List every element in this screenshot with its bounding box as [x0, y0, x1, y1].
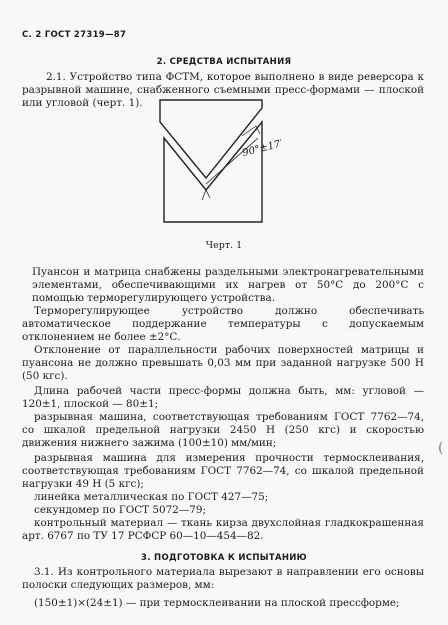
paragraph-working-length: Длина рабочей части пресс-формы должна быть, мм: угловой — 120±1, плоской — 80±1; [22, 385, 424, 411]
section-2-title: 2. СРЕДСТВА ИСПЫТАНИЯ [156, 57, 292, 67]
margin-mark: ( [438, 440, 444, 456]
paragraph-parallelism: Отклонение от параллельности рабочих поверхностей матрицы и пуансона не должно превышать 0,03 мм при заданной нагрузке 500 Н (50 кгс). [22, 344, 424, 383]
paragraph-stopwatch: секундомер по ГОСТ 5072—79; [34, 504, 206, 516]
die-shape [164, 122, 262, 222]
figure-1-press-form [150, 98, 280, 228]
paragraph-heating: Пуансон и матрица снабжены раздельными электронагревательными элементами, обеспечивающими их нагрев от 50°С до 200°С с помощью терморегулирующего устройства. [32, 266, 424, 305]
paragraph-tensile-machine-2: разрывная машина для измерения прочности термосклеивания, соответствующая требованиям ГОСТ 7762—74, со шкалой предельной нагрузки 49 Н (5 кгс); [22, 452, 424, 491]
paragraph-ruler: линейка металлическая по ГОСТ 427—75; [34, 491, 269, 503]
paragraph-control-material: контрольный материал — ткань кирза двухслойная гладкокрашенная арт. 6767 по ТУ 17 РСФСР 60—10—454—82. [22, 517, 424, 543]
section-3-title: 3. ПОДГОТОВКА К ИСПЫТАНИЮ [141, 553, 307, 563]
figure-angle-label: 90°±17′ [241, 138, 284, 159]
paragraph-3-1-strip-size: (150±1)×(24±1) — при термосклеивании на плоской прессформе; [34, 597, 400, 609]
paragraph-temperature: Терморегулирующее устройство должно обеспечивать автоматическое поддержание температуры с допускаемым отклонением не более ±2°С. [22, 305, 424, 344]
punch-shape [160, 100, 262, 178]
page-header: С. 2 ГОСТ 27319—87 [22, 30, 127, 40]
paragraph-tensile-machine: разрывная машина, соответствующая требованиям ГОСТ 7762—74, со шкалой предельной нагрузки 2450 Н (250 кгс) и скоростью движения нижнего зажима (100±10) мм/мин; [22, 411, 424, 450]
figure-caption: Черт. 1 [205, 240, 243, 251]
paragraph-3-1: 3.1. Из контрольного материала вырезают в направлении его основы полоски следующих размеров, мм: [22, 566, 424, 592]
paragraph-2-1: 2.1. Устройство типа ФСТМ, которое выполнено в виде реверсора к разрывной машине, снабженного съемными пресс-формами — плоской или угловой (черт. 1). [22, 71, 424, 110]
